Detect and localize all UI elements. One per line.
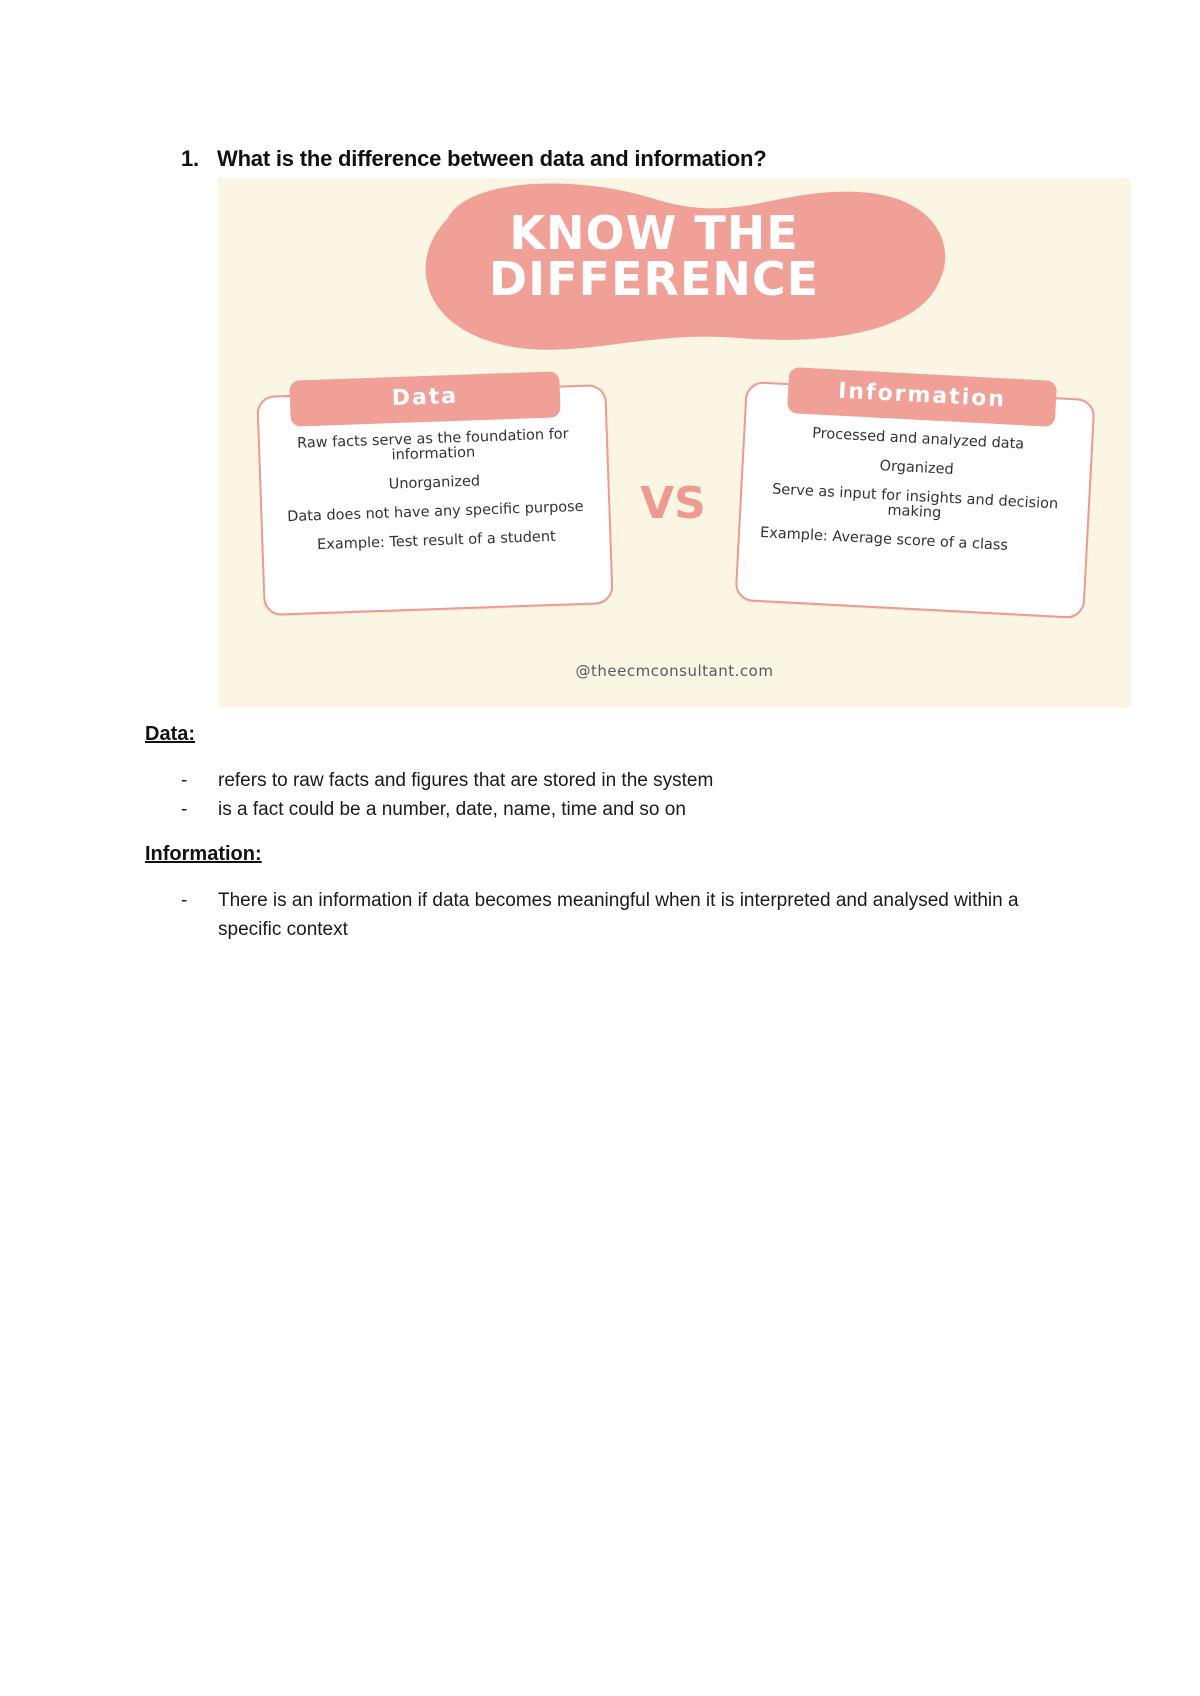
information-card-line-1: Processed and analyzed data (811, 425, 1025, 453)
question-text: What is the difference between data and information? (217, 146, 767, 171)
data-bullet-1 (181, 766, 1038, 795)
bullet-dash: - (181, 890, 188, 911)
information-bullet-1 (181, 886, 1038, 944)
infographic-credit: @theecmconsultant.com (575, 662, 774, 680)
data-bullet-1-text: refers to raw facts and figures that are stored in the system (218, 770, 714, 791)
data-card-line-1: Raw facts serve as the foundation for information (296, 426, 569, 464)
infographic-title: KNOW THE DIFFERENCE (488, 206, 820, 306)
information-card-line-4: Example: Average score of a class (759, 524, 1009, 554)
data-bullet-2 (181, 795, 1038, 824)
data-card-line-4: Example: Test result of a student (316, 528, 556, 554)
information-card-label: Information (787, 367, 1057, 427)
data-card-lines (280, 427, 590, 569)
question-heading (181, 146, 766, 172)
vs-label: VS (640, 478, 706, 529)
question-number: 1. (181, 146, 199, 171)
know-the-difference-infographic (218, 178, 1131, 707)
data-bullet-2-text: is a fact could be a number, date, name, time and so on (218, 799, 686, 820)
information-card-line-3: Serve as input for insights and decision making (771, 481, 1059, 522)
information-card-lines (759, 424, 1071, 571)
information-bullet-1-text: There is an information if data becomes meaningful when it is interpreted and analysed within a specific context (218, 890, 1019, 940)
bullet-dash: - (181, 770, 188, 791)
data-card-label: Data (289, 371, 560, 426)
data-section-heading: Data: (145, 723, 196, 745)
information-card-line-2: Organized (879, 458, 955, 478)
data-card-line-3: Data does not have any specific purpose (286, 498, 584, 526)
data-card-line-2: Unorganized (388, 473, 481, 493)
bullet-dash: - (181, 799, 188, 820)
information-section-heading: Information: (145, 843, 262, 865)
